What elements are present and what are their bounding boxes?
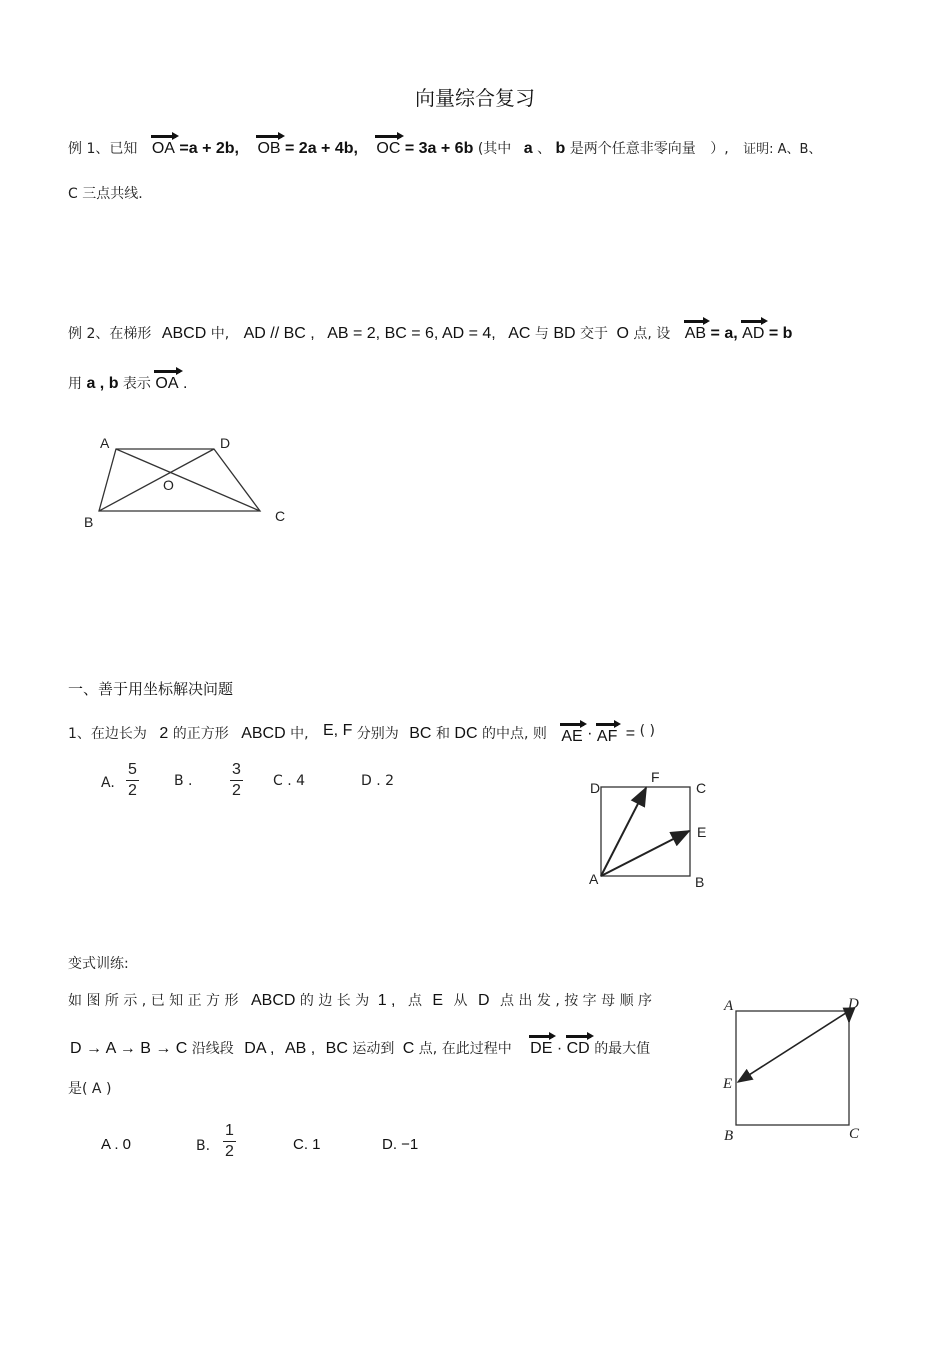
variant-guocheng: 点, 在此过程中 [418, 1041, 512, 1057]
sq1-label-c: C [696, 780, 707, 796]
q1-prefix: 1、在边长为 [68, 726, 147, 742]
q1-option-c: C . 4 [273, 773, 306, 789]
vector-ad: AD [742, 325, 765, 342]
example2-yu: 与 [534, 326, 549, 342]
variant-l1-mid: 的 边 长 为 [299, 993, 370, 1009]
example2-bd: BD [553, 325, 576, 342]
vector-oa-2: OA [155, 375, 179, 392]
example1-line2: C 三点共线. [68, 186, 143, 202]
square-abcd-variant [736, 1011, 849, 1125]
vector-cd: CD [566, 1040, 590, 1057]
example2-o: O [616, 325, 629, 342]
q1-option-b-num: 3 [230, 761, 243, 781]
vector-oa: OA [151, 140, 175, 157]
trap-label-d: D [220, 435, 231, 451]
example2-jiao: 交于 [580, 326, 609, 342]
variant-option-b-num: 1 [223, 1122, 236, 1142]
example2-abcd: ABCD [161, 325, 207, 342]
sq1-label-e: E [697, 824, 707, 840]
q1-zhong: 中, [290, 726, 309, 742]
variant-path: D → A → B → C [70, 1040, 188, 1057]
variant-yanxian: 沿线段 [191, 1041, 234, 1057]
example2-eq-a: = a, [710, 325, 738, 342]
q1-eq: = [625, 725, 636, 742]
example2-she: 点, 设 [633, 326, 671, 342]
variant-heading: 变式训练: [68, 956, 129, 972]
q1-dc: DC [454, 725, 478, 742]
variant-e: E [432, 992, 444, 1009]
example1-eq3: = 3a + 6b [404, 140, 474, 157]
variant-one: 1 , [377, 992, 396, 1009]
variant-dian: 点 [407, 993, 422, 1009]
variant-cong: 从 [453, 993, 468, 1009]
sq2-label-e: E [723, 1076, 733, 1092]
variant-abcd: ABCD [250, 992, 296, 1009]
variant-dot: · [556, 1040, 563, 1057]
page-title: 向量综合复习 [415, 86, 535, 110]
vector-ab: AB [684, 325, 707, 342]
variant-bc: BC [325, 1040, 348, 1057]
example1-prove: 证明: A、B、 [743, 142, 822, 157]
q1-blank: ( ) [639, 723, 655, 739]
variant-l1-suffix: 点 出 发 , 按 字 母 顺 序 [499, 993, 653, 1009]
example2-line2-prefix: 用 [68, 376, 82, 392]
q1-fenbie: 分别为 [356, 726, 399, 742]
q1-bc: BC [409, 725, 432, 742]
example1-sep: 、 [537, 141, 552, 157]
example2-prefix: 例 2、在梯形 [68, 326, 152, 342]
trap-label-a: A [100, 435, 110, 451]
q1-two: 2 [159, 725, 169, 742]
q1-abcd: ABCD [241, 725, 286, 742]
trap-label-c: C [275, 508, 286, 524]
sq1-label-a: A [589, 871, 599, 887]
sq1-label-b: B [695, 874, 705, 890]
example2-biaoshi: 表示 [122, 376, 151, 392]
example1-paren-open: (其中 [477, 141, 512, 157]
example2-lengths: AB = 2, BC = 6, AD = 4, [327, 325, 496, 342]
variant-line3: 是( A ) [68, 1081, 112, 1097]
example1-b: b [555, 140, 566, 157]
vector-oc: OC [376, 140, 401, 157]
variant-max: 的最大值 [594, 1041, 651, 1057]
example1-eq1: =a + 2b, [179, 140, 239, 157]
vector-af: AF [596, 728, 618, 745]
trap-label-b: B [84, 514, 94, 530]
example1-prefix: 例 1、已知 [68, 141, 138, 157]
trap-label-o: O [163, 477, 174, 493]
variant-ab: AB , [284, 1040, 316, 1057]
q1-option-a-den: 2 [128, 782, 137, 799]
example1-eq2: = 2a + 4b, [285, 140, 358, 157]
q1-option-a-label: A. [101, 775, 115, 791]
variant-l1-prefix: 如 图 所 示 , 已 知 正 方 形 [68, 993, 239, 1009]
variant-option-a: A . 0 [101, 1136, 132, 1153]
example1-a: a [523, 140, 533, 157]
variant-d: D [477, 992, 490, 1009]
q1-he: 和 [435, 726, 450, 742]
variant-yundong: 运动到 [352, 1041, 395, 1057]
vector-ae: AE [561, 728, 583, 745]
example2-ac: AC [508, 325, 531, 342]
variant-c: C [402, 1040, 415, 1057]
q1-option-b-label: B . [174, 773, 193, 789]
variant-option-d: D. −1 [382, 1136, 419, 1153]
q1-option-d: D . 2 [361, 773, 395, 789]
example1-paren-close: ）, [710, 141, 729, 157]
vector-arrow-de [738, 1011, 849, 1082]
sq2-label-d: D [848, 996, 859, 1012]
vector-de: DE [530, 1040, 553, 1057]
sq2-label-c: C [849, 1126, 860, 1142]
vector-ob: OB [257, 140, 281, 157]
variant-da: DA , [244, 1040, 275, 1057]
variant-option-c: C. 1 [293, 1136, 321, 1153]
q1-ef: E, F [323, 722, 353, 739]
example1-desc: 是两个任意非零向量 [569, 141, 696, 157]
q1-desc: 的正方形 [172, 726, 229, 742]
q1-mid: 的中点, 则 [481, 726, 547, 742]
variant-option-b-label: B. [196, 1138, 211, 1154]
q1-dot: · [587, 725, 593, 742]
example2-zhong: 中, [210, 326, 230, 342]
example2-parallel: AD // BC , [243, 325, 315, 342]
variant-option-b-den: 2 [225, 1143, 234, 1160]
example2-ab-letters: a , b [86, 375, 119, 392]
sq1-label-f: F [651, 769, 660, 785]
sq1-label-d: D [590, 780, 601, 796]
section-heading: 一、善于用坐标解决问题 [68, 680, 234, 698]
sq2-label-a: A [724, 998, 734, 1014]
example2-period: . [182, 375, 188, 392]
example2-eq-b: = b [768, 325, 793, 342]
q1-option-b-den: 2 [232, 782, 241, 799]
q1-option-a-num: 5 [126, 761, 139, 781]
sq2-label-b: B [724, 1128, 734, 1144]
